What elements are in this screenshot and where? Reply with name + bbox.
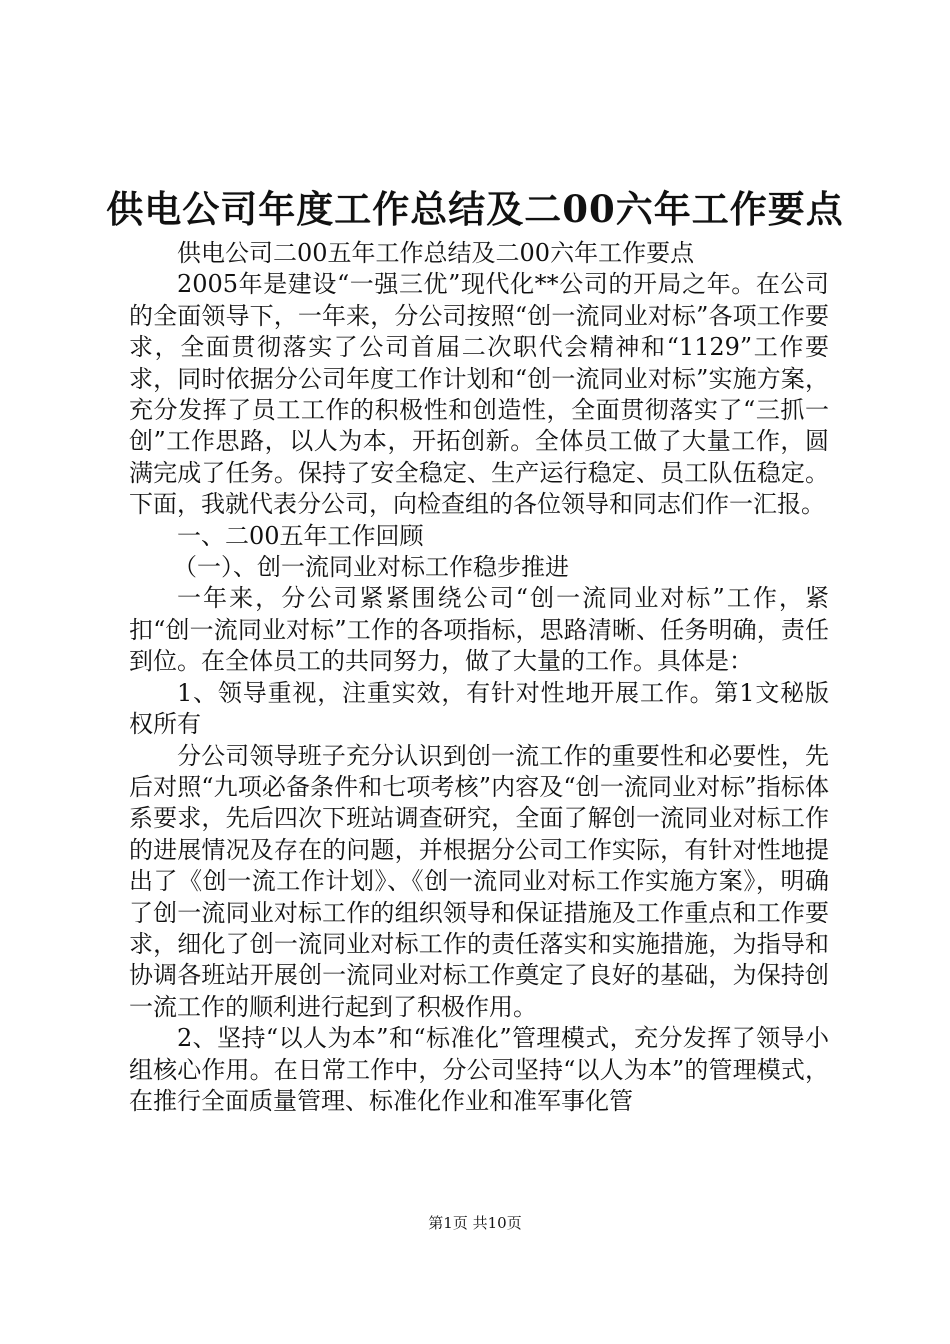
body-paragraph-subtitle: 供电公司二00五年工作总结及二00六年工作要点 bbox=[177, 239, 695, 267]
list-item-2-heading: 2、坚持“以人为本”和“标准化”管理模式，充分发挥了领导小组核心作用。在日常工作中，分公司坚持“以人为本”的管理模式，在推行全面质量管理、标准化作业和准军事化管 bbox=[129, 1024, 829, 1115]
page-number-footer: 第1页 共10页 bbox=[428, 1214, 522, 1232]
section-heading-review: 一、二00五年工作回顾 bbox=[177, 521, 424, 550]
document-body bbox=[129, 238, 829, 1117]
body-paragraph-intro: 2005年是建设“一强三优”现代化**公司的开局之年。在公司的全面领导下，一年来，分公司按照“创一流同业对标”各项工作要求，全面贯彻落实了公司首届二次职代会精神和“1129”工作要求，同时依据分公司年度工作计划和“创一流同业对标”实施方案，充分发挥了员工工作的积极性和创造性，全面贯彻落实了“三抓一创”工作思路，以人为本，开拓创新。全体员工做了大量工作，圆满完成了任务。保持了安全稳定、生产运行稳定、员工队伍稳定。下面，我就代表分公司，向检查组的各位领导和同志们作一汇报。 bbox=[129, 270, 829, 519]
body-paragraph-overview: 一年来，分公司紧紧围绕公司“创一流同业对标”工作，紧扣“创一流同业对标”工作的各项指标，思路清晰、任务明确，责任到位。在全体员工的共同努力，做了大量的工作。具体是： bbox=[129, 584, 829, 676]
list-item-1-heading: 1、领导重视，注重实效，有针对性地开展工作。第1文秘版权所有 bbox=[129, 678, 829, 739]
body-paragraph-leadership: 分公司领导班子充分认识到创一流工作的重要性和必要性，先后对照“九项必备条件和七项考核”内容及“创一流同业对标”指标体系要求，先后四次下班站调查研究，全面了解创一流同业对标工作的进展情况及存在的问题，并根据分公司工作实际，有针对性地提出了《创一流工作计划》、《创一流同业对标工作实施方案》，明确了创一流同业对标工作的组织领导和保证措施及工作重点和工作要求，细化了创一流同业对标工作的责任落实和实施措施，为指导和协调各班站开展创一流同业对标工作奠定了良好的基础，为保持创一流工作的顺利进行起到了积极作用。 bbox=[129, 741, 829, 1021]
subsection-heading-benchmark: （一）、创一流同业对标工作稳步推进 bbox=[173, 553, 569, 582]
document-title: 供电公司年度工作总结及二00六年工作要点 bbox=[106, 187, 844, 231]
